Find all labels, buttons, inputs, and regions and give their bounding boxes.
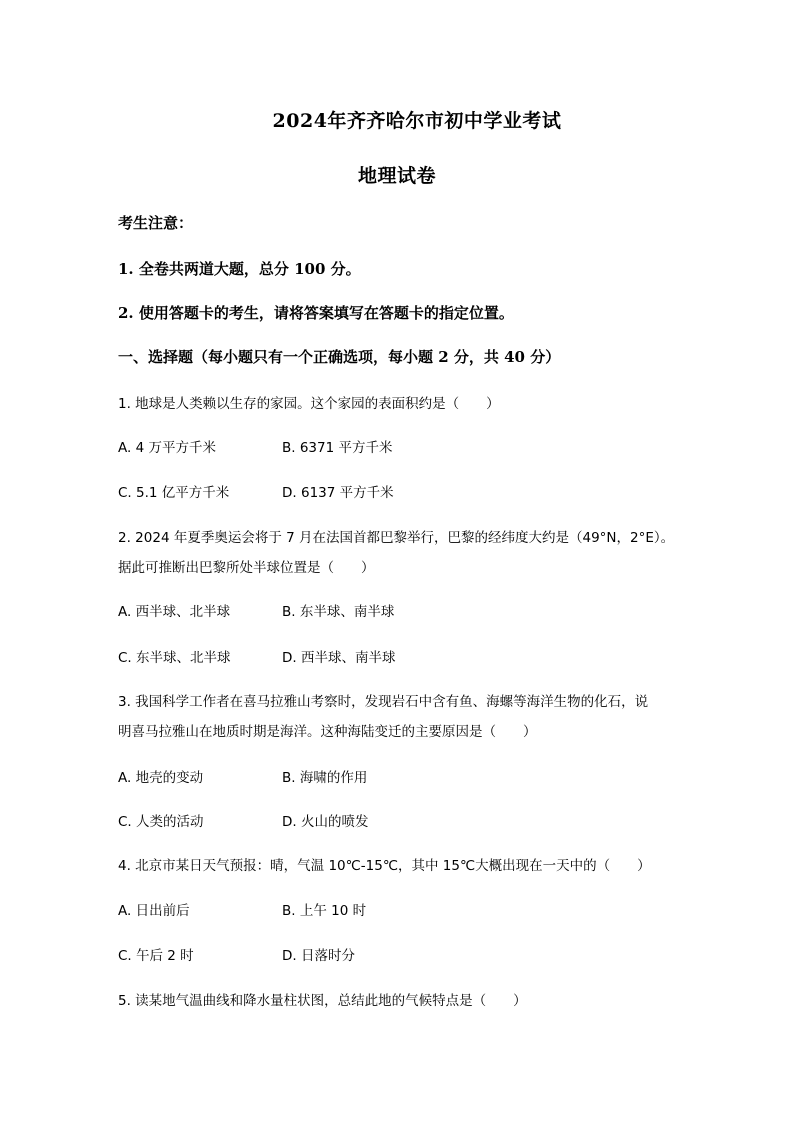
question-4-stem: 4. 北京市某日天气预报：晴，气温 10℃-15℃，其中 15℃大概出现在一天中的（ ） xyxy=(118,858,651,874)
question-4-option-a: A. 日出前后 xyxy=(118,903,190,919)
question-3-option-c: C. 人类的活动 xyxy=(118,814,204,830)
exam-subtitle: 地理试卷 xyxy=(357,165,436,187)
question-1-option-b: B. 6371 平方千米 xyxy=(282,440,393,456)
question-2-option-d: D. 西半球、南半球 xyxy=(282,650,396,666)
question-1-option-a: A. 4 万平方千米 xyxy=(118,440,216,456)
question-2-stem-line-2: 据此可推断出巴黎所处半球位置是（ ） xyxy=(118,560,375,576)
question-4-option-c: C. 午后 2 时 xyxy=(118,948,194,964)
question-1-stem: 1. 地球是人类赖以生存的家园。这个家园的表面积约是（ ） xyxy=(118,396,500,412)
exam-title: 2024年齐齐哈尔市初中学业考试 xyxy=(272,110,562,132)
question-2-option-a: A. 西半球、北半球 xyxy=(118,604,231,620)
question-1-option-d: D. 6137 平方千米 xyxy=(282,485,394,501)
notice-heading: 考生注意： xyxy=(118,214,194,232)
question-5-stem: 5. 读某地气温曲线和降水量柱状图，总结此地的气候特点是（ ） xyxy=(118,993,527,1009)
notice-item-2: 2. 使用答题卡的考生，请将答案填写在答题卡的指定位置。 xyxy=(118,304,514,322)
section-heading: 一、选择题（每小题只有一个正确选项，每小题 2 分，共 40 分） xyxy=(118,348,561,366)
question-2-option-c: C. 东半球、北半球 xyxy=(118,650,231,666)
question-3-stem-line-1: 3. 我国科学工作者在喜马拉雅山考察时，发现岩石中含有鱼、海螺等海洋生物的化石，说 xyxy=(118,694,649,710)
notice-item-1: 1. 全卷共两道大题，总分 100 分。 xyxy=(118,260,361,278)
question-4-option-d: D. 日落时分 xyxy=(282,948,355,964)
question-3-option-d: D. 火山的喷发 xyxy=(282,814,369,830)
question-4-option-b: B. 上午 10 时 xyxy=(282,903,367,919)
question-3-stem-line-2: 明喜马拉雅山在地质时期是海洋。这种海陆变迁的主要原因是（ ） xyxy=(118,724,537,740)
question-2-option-b: B. 东半球、南半球 xyxy=(282,604,395,620)
question-2-stem-line-1: 2. 2024 年夏季奥运会将于 7 月在法国首都巴黎举行，巴黎的经纬度大约是（49°N，2°E）。 xyxy=(118,530,675,546)
question-3-option-b: B. 海啸的作用 xyxy=(282,770,368,786)
question-3-option-a: A. 地壳的变动 xyxy=(118,770,204,786)
question-1-option-c: C. 5.1 亿平方千米 xyxy=(118,485,230,501)
